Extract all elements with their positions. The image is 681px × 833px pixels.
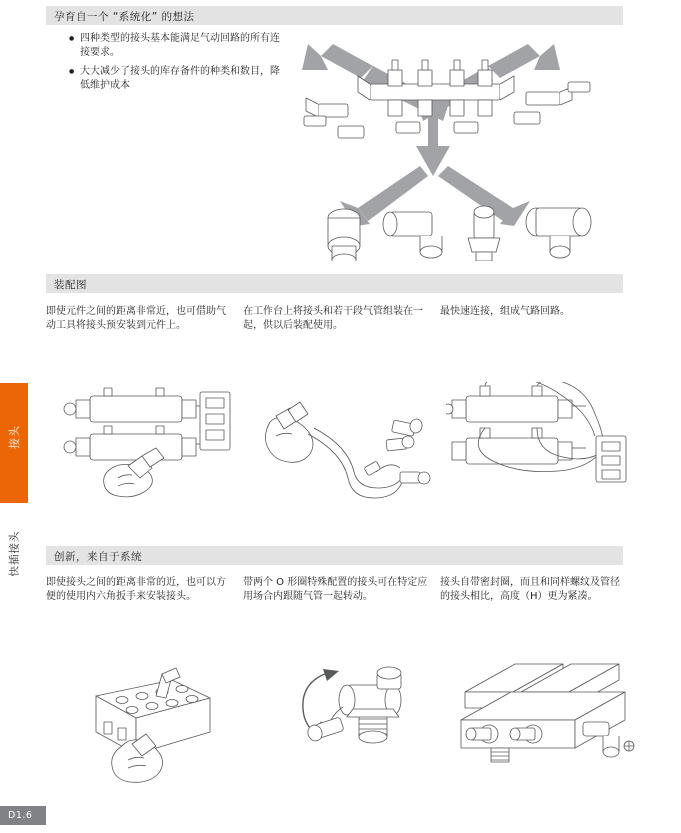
illustration-hex-key-install <box>76 660 246 790</box>
innovation-column-text-3: 接头自带密封圈，而且和同样螺纹及管径的接头相比，高度（H）更为紧凑。 <box>440 577 620 602</box>
assembly-column-text-1: 即使元件之间的距离非常近，也可借助气动工具将接头预安装到元件上。 <box>46 306 226 331</box>
section-subtab-quick-fittings[interactable] <box>0 508 28 598</box>
illustration-rotating-fitting <box>281 655 451 785</box>
section-header-assembly <box>46 274 623 293</box>
illustration-compact-height <box>451 648 646 788</box>
page-spine <box>0 0 47 833</box>
section-title: 创新，来自于系统 <box>54 551 142 563</box>
innovation-column-text-1: 即使接头之间的距离非常的近，也可以方便的使用内六角扳手来安装接头。 <box>46 577 226 602</box>
section-subtab-label: 快插接头 <box>8 530 21 577</box>
page-number: D1.6 <box>8 810 33 821</box>
page-content <box>46 0 681 833</box>
section-tab-fittings[interactable] <box>0 383 28 503</box>
illustration-preassembly-on-cylinders <box>56 382 236 512</box>
section-title: 装配图 <box>54 279 87 291</box>
illustration-fitting-system <box>278 26 638 261</box>
section-title: 孕育自一个 “系统化” 的想法 <box>54 11 195 23</box>
assembly-column-text-3: 最快速连接，组成气路回路。 <box>440 306 570 317</box>
section-header-innovation <box>46 546 623 565</box>
system-idea-bullet-list <box>66 32 285 98</box>
assembly-column-text-2: 在工作台上将接头和若干段气管组装在一起，供以后装配使用。 <box>243 306 423 331</box>
list-item: ● 大大减少了接头的库存备件的种类和数目，降低维护成本 <box>80 65 285 93</box>
innovation-column-text-2: 带两个 O 形圈特殊配置的接头可在特定应用场合内跟随气管一起转动。 <box>243 577 428 602</box>
section-tab-label: 接头 <box>8 425 21 449</box>
illustration-final-circuit <box>446 382 636 512</box>
folio-rule <box>46 806 623 826</box>
page-folio <box>0 806 46 825</box>
list-item: ● 四种类型的接头基本能满足气动回路的所有连接要求。 <box>80 32 285 60</box>
section-header-system-idea <box>46 6 623 25</box>
illustration-preassembled-tube-kit <box>256 382 436 512</box>
